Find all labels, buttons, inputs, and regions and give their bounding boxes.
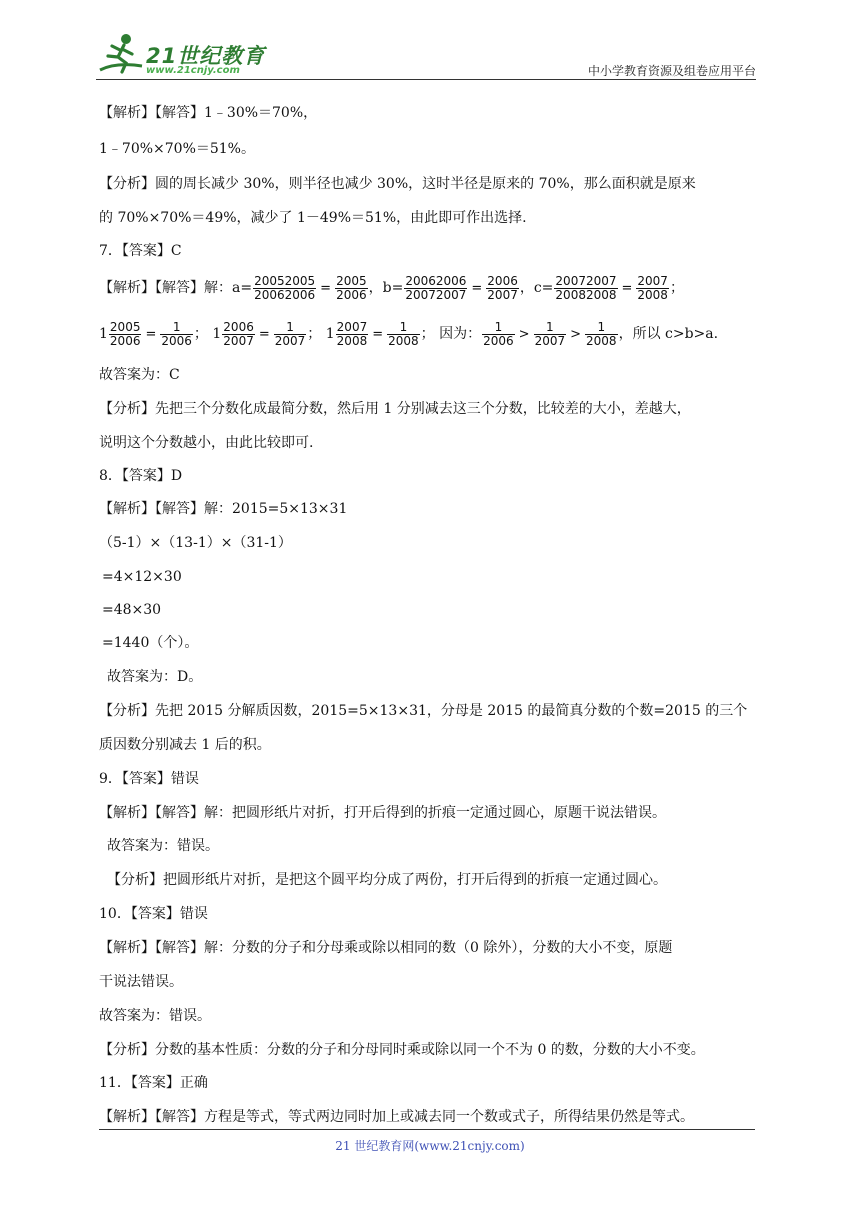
runner-icon	[96, 32, 146, 78]
fraction: $\frac{2006}{2007}$	[487, 273, 518, 302]
text-line: 【解析】【解答】解：把圆形纸片对折，打开后得到的折痕一定通过圆心，原题干说法错误。	[99, 805, 666, 821]
text-line: 【解析】【解答】解：分数的分子和分母乘或除以相同的数（0 除外），分数的大小不变，原题	[99, 940, 673, 956]
text-line: 故答案为：C	[99, 367, 180, 383]
platform-name: 中小学教育资源及组卷应用平台	[587, 64, 756, 78]
answer-heading: 10．【答案】错误	[99, 906, 208, 922]
fraction-comparison-line: 1 $\frac{2005}{2006}$ = $\frac{1}{2006}$ ； 1 $\frac{2006}{2007}$ = $\frac{1}{2007}$ ； 1 $\frac{2007}{2008}$ = $\frac{1}{2008}$ ； 因为： $\frac{1}{2006}$ > $\frac{1}{2007}$ > $\frac{1}{2008}$ ，所以 c>b>a.	[99, 319, 719, 348]
fraction: $\frac{2007}{2008}$	[637, 273, 668, 302]
answer-heading: 8．【答案】D	[99, 468, 183, 484]
text-line: 1﹣70%×70%＝51%。	[99, 141, 255, 157]
text-line: 故答案为：D。	[107, 669, 203, 685]
text-line: 【分析】分数的基本性质：分数的分子和分母同时乘或除以同一个不为 0 的数，分数的大小不变。	[99, 1042, 705, 1058]
logo-url: www.21cnjy.com	[146, 65, 240, 76]
fraction: $\frac{1}{2008}$	[586, 319, 617, 348]
logo-text: 21世纪教育	[146, 44, 266, 68]
fraction: $\frac{1}{2006}$	[161, 319, 192, 348]
page-header	[96, 32, 756, 82]
text-line: =48×30	[102, 602, 162, 618]
text-line: 【解析】【解答】方程是等式，等式两边同时加上或减去同一个数或式子，所得结果仍然是等式。	[99, 1109, 694, 1125]
fraction: $\frac{1}{2008}$	[388, 319, 419, 348]
answer-heading: 7．【答案】C	[99, 243, 182, 259]
text-line: 【解析】【解答】1﹣30%＝70%，	[99, 105, 318, 121]
fraction: $\frac{2005}{2006}$	[109, 319, 141, 348]
text-line: 干说法错误。	[99, 974, 183, 990]
fraction: $\frac{1}{2006}$	[483, 319, 514, 348]
fraction: $\frac{20062006}{20072007}$	[405, 273, 467, 302]
text-line: 【分析】先把 2015 分解质因数，2015=5×13×31，分母是 2015 的最简真分数的个数=2015 的三个	[99, 703, 748, 719]
fraction: $\frac{2007}{2008}$	[336, 319, 368, 348]
text-line: 【分析】圆的周长减少 30%，则半径也减少 30%，这时半径是原来的 70%，那么面积就是原来	[99, 176, 696, 192]
fraction: $\frac{20072007}{20082008}$	[555, 273, 617, 302]
fraction: $\frac{1}{2007}$	[274, 319, 306, 348]
footer-link[interactable]: 21 世纪教育网(www.21cnjy.com)	[335, 1139, 525, 1153]
text-line: 故答案为：错误。	[99, 1008, 211, 1024]
answer-heading: 9．【答案】错误	[99, 771, 199, 787]
text-line: =4×12×30	[102, 569, 182, 585]
answer-heading: 11．【答案】正确	[99, 1075, 208, 1091]
site-logo	[96, 32, 276, 78]
header-divider	[96, 79, 756, 80]
text-line: =1440（个）。	[102, 635, 199, 651]
fraction: $\frac{2006}{2007}$	[223, 319, 254, 348]
text-line: 【分析】先把三个分数化成最简分数，然后用 1 分别减去这三个分数，比较差的大小，差越大，	[99, 401, 691, 417]
text-line: 【解析】【解答】解：2015=5×13×31	[99, 501, 348, 517]
text-line: （5-1）×（13-1）×（31-1）	[99, 535, 292, 551]
text-line: 【分析】把圆形纸片对折，是把这个圆平均分成了两份，打开后得到的折痕一定通过圆心。	[107, 872, 667, 888]
fraction: $\frac{20052005}{20062006}$	[254, 273, 316, 302]
text-line: 质因数分别减去 1 后的积。	[99, 737, 271, 753]
text-segment: 【解析】【解答】解：a=	[99, 280, 253, 296]
text-line: 说明这个分数越小，由此比较即可.	[99, 435, 314, 451]
fraction: $\frac{1}{2007}$	[534, 319, 566, 348]
text-line: 故答案为：错误。	[107, 838, 219, 854]
fraction-expression-line: 【解析】【解答】解：a= $\frac{20052005}{20062006}$ = $\frac{2005}{2006}$ ，b= $\frac{20062006}{20072007}$ = $\frac{2006}{2007}$ ，c= $\frac{20072007}{20082008}$ = $\frac{2007}{2008}$ ；	[99, 273, 684, 302]
footer-divider	[99, 1129, 755, 1130]
fraction: $\frac{2005}{2006}$	[336, 273, 367, 302]
text-line: 的 70%×70%＝49%，减少了 1－49%＝51%，由此即可作出选择.	[99, 210, 527, 226]
